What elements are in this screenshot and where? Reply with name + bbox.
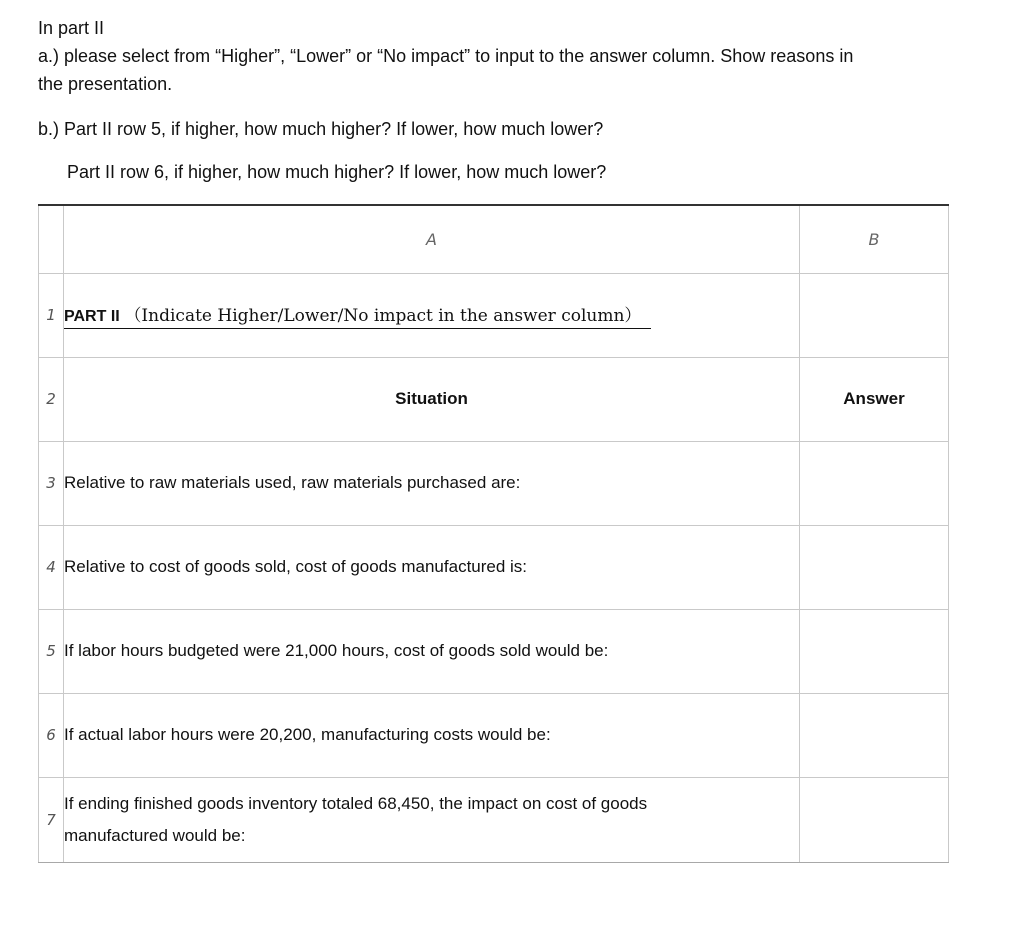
situation-cell[interactable]: Relative to cost of goods sold, cost of goods manufactured is: xyxy=(64,525,800,609)
row-number: 1 xyxy=(39,273,64,357)
situation-cell[interactable]: If actual labor hours were 20,200, manufacturing costs would be: xyxy=(64,693,800,777)
intro-title: In part II xyxy=(38,18,105,38)
row-number: 4 xyxy=(39,525,64,609)
row-number: 3 xyxy=(39,441,64,525)
situation-header[interactable]: Situation xyxy=(64,357,800,441)
instruction-a-line2: the presentation. xyxy=(38,74,173,94)
table-row xyxy=(39,441,949,525)
table-row xyxy=(39,777,949,862)
answer-cell[interactable] xyxy=(800,693,949,777)
table-row xyxy=(39,525,949,609)
table-row xyxy=(39,609,949,693)
row-number: 7 xyxy=(39,777,64,862)
column-header-b[interactable]: B xyxy=(800,205,949,273)
instruction-b-line2: Part II row 6, if higher, how much higher? If lower, how much lower? xyxy=(67,162,607,182)
answer-cell[interactable] xyxy=(800,441,949,525)
corner-cell xyxy=(39,205,64,273)
part-label: PART II xyxy=(64,308,120,325)
answer-cell[interactable] xyxy=(800,525,949,609)
row-number: 6 xyxy=(39,693,64,777)
instruction-b-line1: b.) Part II row 5, if higher, how much higher? If lower, how much lower? xyxy=(38,119,604,139)
answer-header[interactable]: Answer xyxy=(800,357,949,441)
answer-cell[interactable] xyxy=(800,273,949,357)
situation-cell[interactable]: If labor hours budgeted were 21,000 hours, cost of goods sold would be: xyxy=(64,609,800,693)
situation-line1: If ending finished goods inventory totaled 68,450, the impact on cost of goods xyxy=(64,793,648,813)
table-row xyxy=(39,357,949,441)
situation-cell[interactable]: Relative to raw materials used, raw materials purchased are: xyxy=(64,441,800,525)
situation-line2: manufactured would be: xyxy=(64,825,246,845)
row-number: 5 xyxy=(39,609,64,693)
part-heading xyxy=(64,301,651,329)
answer-cell[interactable] xyxy=(800,777,949,862)
situation-cell[interactable] xyxy=(64,777,800,862)
table-row xyxy=(39,693,949,777)
table-row xyxy=(39,273,949,357)
column-header-a[interactable]: A xyxy=(64,205,800,273)
part-instruction: （Indicate Higher/Lower/No impact in the answer column） xyxy=(124,306,642,326)
row-number: 2 xyxy=(39,357,64,441)
instruction-a-line1: a.) please select from “Higher”, “Lower” or “No impact” to input to the answer column. Show reasons in xyxy=(38,46,854,66)
answer-cell[interactable] xyxy=(800,609,949,693)
spreadsheet-table xyxy=(38,204,949,863)
column-header-row xyxy=(39,205,949,273)
situation-cell[interactable] xyxy=(64,273,800,357)
